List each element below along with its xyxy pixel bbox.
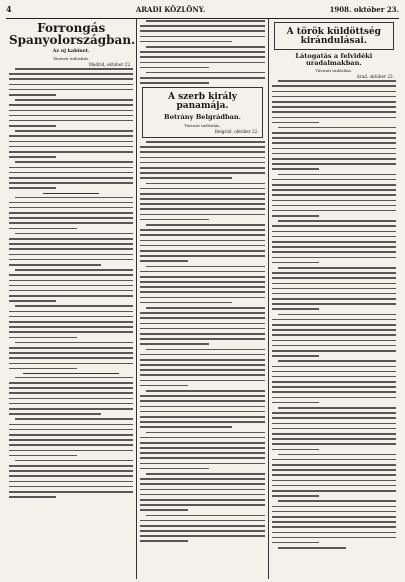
text-line [9,182,133,184]
text-line [9,470,133,472]
text-line [278,220,396,222]
text-line [15,418,133,420]
text-line [272,117,396,119]
text-line [140,41,232,43]
text-line [146,20,264,22]
text-line [272,251,396,253]
text-line [272,168,319,170]
article-body [140,20,264,84]
text-line [9,243,133,245]
text-line [140,219,208,221]
text-line [140,364,264,366]
text-line [278,127,396,129]
text-line [9,78,133,80]
text-line [140,416,264,418]
article-headline-turkish: A török küldöttség kirándulásai. [286,27,381,46]
text-line [140,380,264,382]
text-line [140,162,264,164]
text-line [140,146,264,148]
text-line [9,115,133,117]
text-line [9,357,133,359]
text-line [9,73,133,75]
text-line [15,233,133,235]
text-line [15,68,133,70]
text-line [9,207,133,209]
text-line [140,229,264,231]
text-line [9,392,133,394]
text-line [140,188,264,190]
text-line [272,532,396,534]
text-line [140,151,264,153]
text-line [140,214,264,216]
text-line [15,197,133,199]
text-line [9,403,133,405]
text-line [272,231,396,233]
text-line [9,413,101,415]
text-line [9,295,133,297]
dateline: Madrid, október 22. [88,62,132,67]
article-subheadline-serbia: Botrány Belgrádban. [164,113,241,122]
issue-date: 1908. október 23. [329,5,399,14]
text-line [9,89,133,91]
text-line [140,468,208,470]
column-2 [136,19,267,579]
text-line [140,406,264,408]
text-line [140,302,232,304]
article-body [9,197,133,370]
text-line [140,286,264,288]
text-line [140,421,264,423]
text-line [272,283,396,285]
text-line [140,234,264,236]
text-line [278,360,396,362]
text-line [9,228,77,230]
text-line [140,504,264,506]
text-line [9,177,133,179]
text-line [9,264,101,266]
text-line [9,254,133,256]
article-body [9,377,133,498]
text-line [146,473,264,475]
text-line [272,324,396,326]
text-line [272,474,396,476]
text-line [272,246,396,248]
text-line [9,352,133,354]
text-line [9,496,56,498]
text-line [140,333,264,335]
text-line [272,433,396,435]
text-line [272,303,396,305]
text-line [9,444,133,446]
telegraph-note: Távirati tudósítás. [52,56,90,61]
text-line [272,132,396,134]
text-line [272,542,319,544]
text-line [140,369,264,371]
text-line [272,257,396,259]
text-line [140,198,264,200]
text-line [272,91,396,93]
text-line [140,483,264,485]
text-line [272,371,396,373]
text-line [272,428,396,430]
article-body [140,141,264,542]
text-line [140,276,264,278]
text-line [272,106,396,108]
text-line [272,397,396,399]
text-line [278,500,396,502]
text-line [272,96,396,98]
text-line [272,210,396,212]
text-line [140,172,264,174]
text-line [15,99,133,101]
text-line [272,438,396,440]
text-line [140,36,264,38]
text-line [272,241,396,243]
text-line [140,56,264,58]
text-line [140,494,264,496]
text-line [9,202,133,204]
text-line [9,321,133,323]
text-line [9,363,133,365]
text-line [9,222,133,224]
text-line [140,343,208,345]
text-line [272,329,396,331]
text-line [15,377,133,379]
text-line [272,495,319,497]
text-line [140,51,264,53]
text-line [278,407,396,409]
text-line [146,349,264,351]
text-line [272,417,396,419]
text-line [272,298,396,300]
text-line [9,212,133,214]
text-line [272,350,396,352]
text-line [9,156,56,158]
text-line [272,464,396,466]
text-line [272,189,396,191]
text-line [9,439,133,441]
text-line [278,314,396,316]
text-line [140,30,264,32]
text-line [140,530,264,532]
text-line [146,46,264,48]
text-line [278,80,396,82]
article-heading-box [142,87,262,138]
text-line [15,305,133,307]
text-line [146,183,264,185]
text-line [272,506,396,508]
text-line [15,342,133,344]
text-line [272,85,396,87]
text-line [272,355,319,357]
text-line [15,130,133,132]
text-line [146,432,264,434]
article-subhead-cabinet: Az uj kabinet. [52,48,90,54]
text-line [140,328,264,330]
text-line [272,179,396,181]
text-line [140,447,264,449]
text-line [140,400,264,402]
text-line [146,72,264,74]
text-line [9,450,133,452]
text-line [278,547,346,549]
text-line [272,215,319,217]
article-subheadline-turkish: Látogatás a felvidéki uradalmakban. [295,52,373,67]
text-line [9,259,133,261]
text-line [9,110,133,112]
text-line [9,481,133,483]
text-line [9,146,133,148]
text-line [140,62,264,64]
text-line [15,269,133,271]
telegraph-note: Távirati tudósítás. [184,123,221,129]
text-line [9,274,133,276]
text-line [272,319,396,321]
text-line [272,293,396,295]
text-line [272,142,396,144]
text-line [9,429,133,431]
text-line [272,469,396,471]
text-line [9,398,133,400]
text-line [272,153,396,155]
text-line [140,312,264,314]
text-line [272,163,396,165]
text-line [272,308,319,310]
text-line [140,411,264,413]
text-line [278,174,396,176]
column-3 [268,19,399,579]
text-line [9,285,133,287]
text-line [140,281,264,283]
text-line [272,236,396,238]
page-header [6,4,399,16]
text-line [9,280,133,282]
text-line [9,217,133,219]
text-line [278,267,396,269]
text-line [9,141,133,143]
text-line [9,151,133,153]
dateline: Arad, október 22. [356,74,394,80]
text-line [9,172,133,174]
text-line [9,424,133,426]
text-line [272,111,396,113]
text-line [9,311,133,313]
text-line [140,426,232,428]
text-line [272,402,319,404]
text-line [140,167,264,169]
text-line [9,300,56,302]
text-line [146,224,264,226]
text-line [140,271,264,273]
text-line [272,485,396,487]
text-line [272,137,396,139]
text-line [9,347,133,349]
text-line [272,200,396,202]
text-line [272,334,396,336]
text-line [140,77,264,79]
text-line [272,225,396,227]
text-line [272,526,396,528]
masthead-title: ARADI KÖZLÖNY. [135,5,206,14]
text-line [146,307,264,309]
divider [43,193,99,194]
text-line [272,449,319,451]
text-line [9,368,77,370]
text-line [9,84,133,86]
text-line [15,161,133,163]
text-line [140,437,264,439]
article-headline-spain: Forrongás Spanyolországban. [9,21,136,47]
text-line [140,395,264,397]
text-line [140,359,264,361]
text-line [140,82,208,84]
text-line [272,480,396,482]
text-line [140,203,264,205]
text-line [140,520,264,522]
text-line [140,509,187,511]
text-line [272,412,396,414]
text-line [9,187,56,189]
text-line [140,385,187,387]
column-1 [6,19,136,579]
text-line [9,326,133,328]
text-line [278,454,396,456]
text-line [140,177,232,179]
text-line [272,101,396,103]
text-line [9,491,133,493]
text-line [272,423,396,425]
text-line [9,465,133,467]
text-line [140,540,187,542]
text-line [272,272,396,274]
divider [23,373,119,374]
text-line [272,381,396,383]
telegraph-note: Távirati tudósítás. [315,68,353,74]
article-body [272,80,396,548]
text-line [140,374,264,376]
text-line [140,157,264,159]
text-line [9,486,133,488]
text-line [9,408,133,410]
text-line [9,475,133,477]
text-line [140,255,264,257]
text-line [15,460,133,462]
text-line [140,478,264,480]
text-line [9,94,56,96]
text-line [9,455,77,457]
article-body [9,68,133,189]
text-line [140,457,264,459]
text-line [272,376,396,378]
text-line [140,442,264,444]
text-line [272,277,396,279]
text-line [272,391,396,393]
text-line [9,238,133,240]
text-line [146,515,264,517]
text-line [272,205,396,207]
text-line [140,67,208,69]
text-line [272,148,396,150]
text-line [272,386,396,388]
text-line [272,288,396,290]
text-line [9,382,133,384]
columns [6,19,399,579]
text-line [272,459,396,461]
article-headline-serbia: A szerb király panamája. [167,92,238,112]
page-number: 4 [6,4,12,14]
text-line [272,184,396,186]
text-line [272,490,396,492]
text-line [140,452,264,454]
text-line [140,317,264,319]
text-line [272,262,319,264]
text-line [9,387,133,389]
text-line [140,338,264,340]
text-line [140,260,187,262]
text-line [272,443,396,445]
text-line [272,194,396,196]
text-line [9,104,133,106]
text-line [272,537,396,539]
text-line [9,331,133,333]
text-line [272,521,396,523]
text-line [140,354,264,356]
text-line [9,135,133,137]
text-line [140,535,264,537]
text-line [146,390,264,392]
text-line [140,499,264,501]
text-line [140,291,264,293]
text-line [272,340,396,342]
text-line [272,511,396,513]
text-line [140,297,264,299]
text-line [140,245,264,247]
text-line [140,250,264,252]
text-line [272,122,319,124]
text-line [272,366,396,368]
text-line [140,525,264,527]
dateline: Belgrád, október 22. [214,129,259,135]
text-line [146,266,264,268]
text-line [9,248,133,250]
text-line [140,240,264,242]
text-line [9,434,133,436]
text-line [9,125,56,127]
text-line [140,489,264,491]
text-line [9,337,77,339]
text-line [140,193,264,195]
text-line [9,120,133,122]
text-line [9,316,133,318]
article-heading-box [274,22,394,50]
text-line [140,25,264,27]
text-line [140,463,264,465]
text-line [140,323,264,325]
text-line [9,167,133,169]
text-line [146,141,264,143]
text-line [272,158,396,160]
text-line [140,208,264,210]
text-line [272,516,396,518]
text-line [272,345,396,347]
text-line [9,290,133,292]
